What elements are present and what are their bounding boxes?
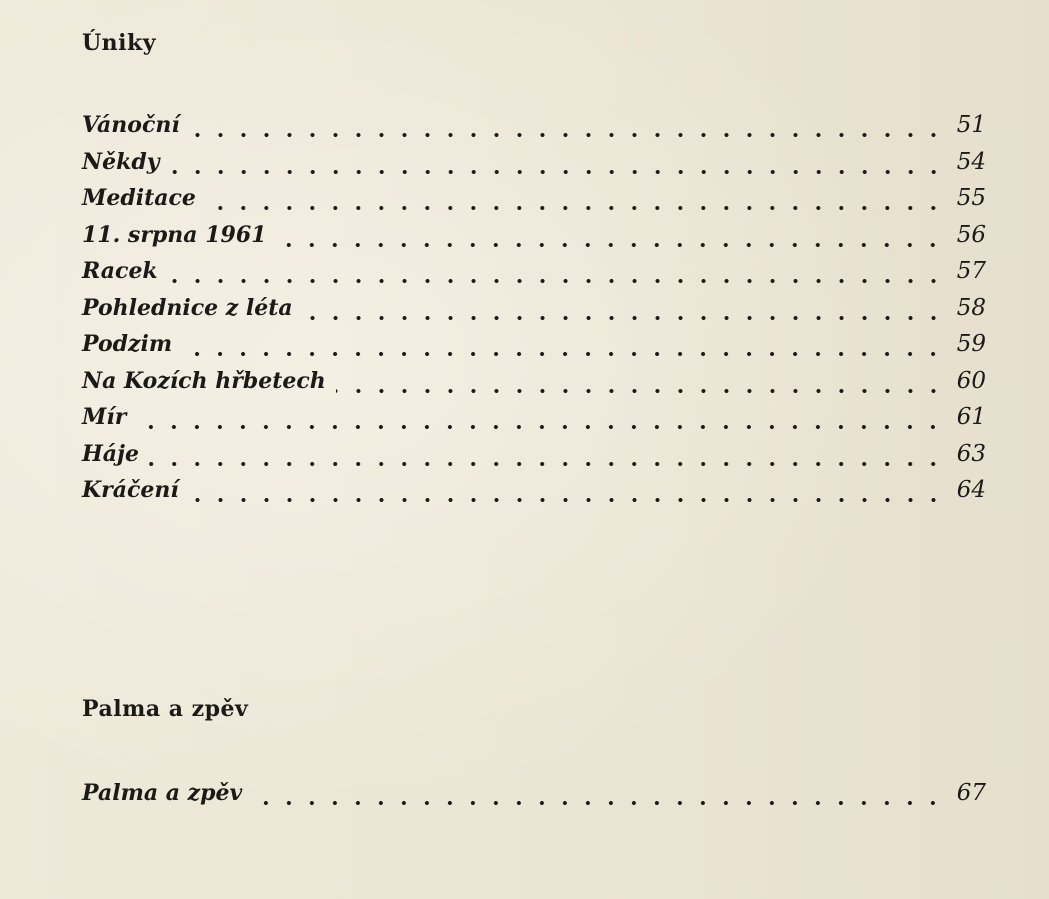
toc-entry — [82, 112, 986, 149]
toc-entry-page: 51 — [956, 112, 986, 138]
toc-entry-title: Kráčení — [82, 477, 179, 503]
toc-list-uniky — [82, 112, 986, 514]
dot-leader — [252, 799, 944, 807]
toc-entry-page: 54 — [956, 148, 986, 175]
toc-entry-page: 61 — [956, 404, 986, 430]
toc-entry-title: Pohlednice z léta — [82, 294, 293, 321]
toc-entry-page: 56 — [956, 221, 986, 248]
section-heading-palma-a-zpev: Palma a zpěv — [82, 696, 249, 722]
toc-entry-title: Meditace — [82, 185, 196, 211]
toc-entry-title: Na Kozích hřbetech — [82, 367, 326, 394]
toc-entry-page: 59 — [956, 331, 986, 357]
dot-leader — [182, 350, 945, 358]
toc-entry — [82, 149, 986, 186]
toc-entry — [82, 441, 986, 478]
toc-entry-title: Háje — [82, 440, 139, 467]
toc-entry — [82, 258, 986, 295]
toc-entry-title: Někdy — [82, 148, 160, 175]
toc-entry — [82, 780, 986, 817]
dot-leader — [136, 423, 944, 431]
dot-leader — [303, 314, 945, 322]
toc-entry-title: Palma a zpěv — [82, 780, 243, 806]
toc-entry — [82, 404, 986, 441]
dot-leader — [206, 204, 945, 212]
toc-entry — [82, 295, 986, 332]
toc-entry-page: 55 — [956, 185, 986, 211]
toc-entry-page: 60 — [956, 367, 986, 394]
toc-entry-title: Vánoční — [82, 112, 180, 138]
toc-entry-page: 64 — [956, 477, 986, 503]
toc-entry — [82, 222, 986, 259]
toc-entry-title: Racek — [82, 258, 158, 284]
toc-entry — [82, 368, 986, 405]
dot-leader — [336, 387, 945, 395]
toc-entry-title: Podzim — [82, 331, 173, 357]
section-heading-uniky: Úniky — [82, 30, 157, 56]
dot-leader — [149, 460, 945, 468]
toc-entry — [82, 185, 986, 222]
toc-entry-title: 11. srpna 1961 — [82, 221, 267, 248]
toc-entry-page: 67 — [956, 780, 986, 806]
dot-leader — [168, 277, 945, 285]
dot-leader — [189, 496, 945, 504]
toc-entry-page: 57 — [956, 258, 986, 284]
toc-entry-page: 58 — [956, 294, 986, 321]
toc-entry — [82, 331, 986, 368]
toc-list-palma-a-zpev — [82, 780, 986, 817]
toc-entry-title: Mír — [82, 404, 127, 430]
toc-entry-page: 63 — [956, 440, 986, 467]
toc-entry — [82, 477, 986, 514]
dot-leader — [190, 131, 945, 139]
dot-leader — [170, 168, 945, 176]
dot-leader — [276, 241, 944, 249]
